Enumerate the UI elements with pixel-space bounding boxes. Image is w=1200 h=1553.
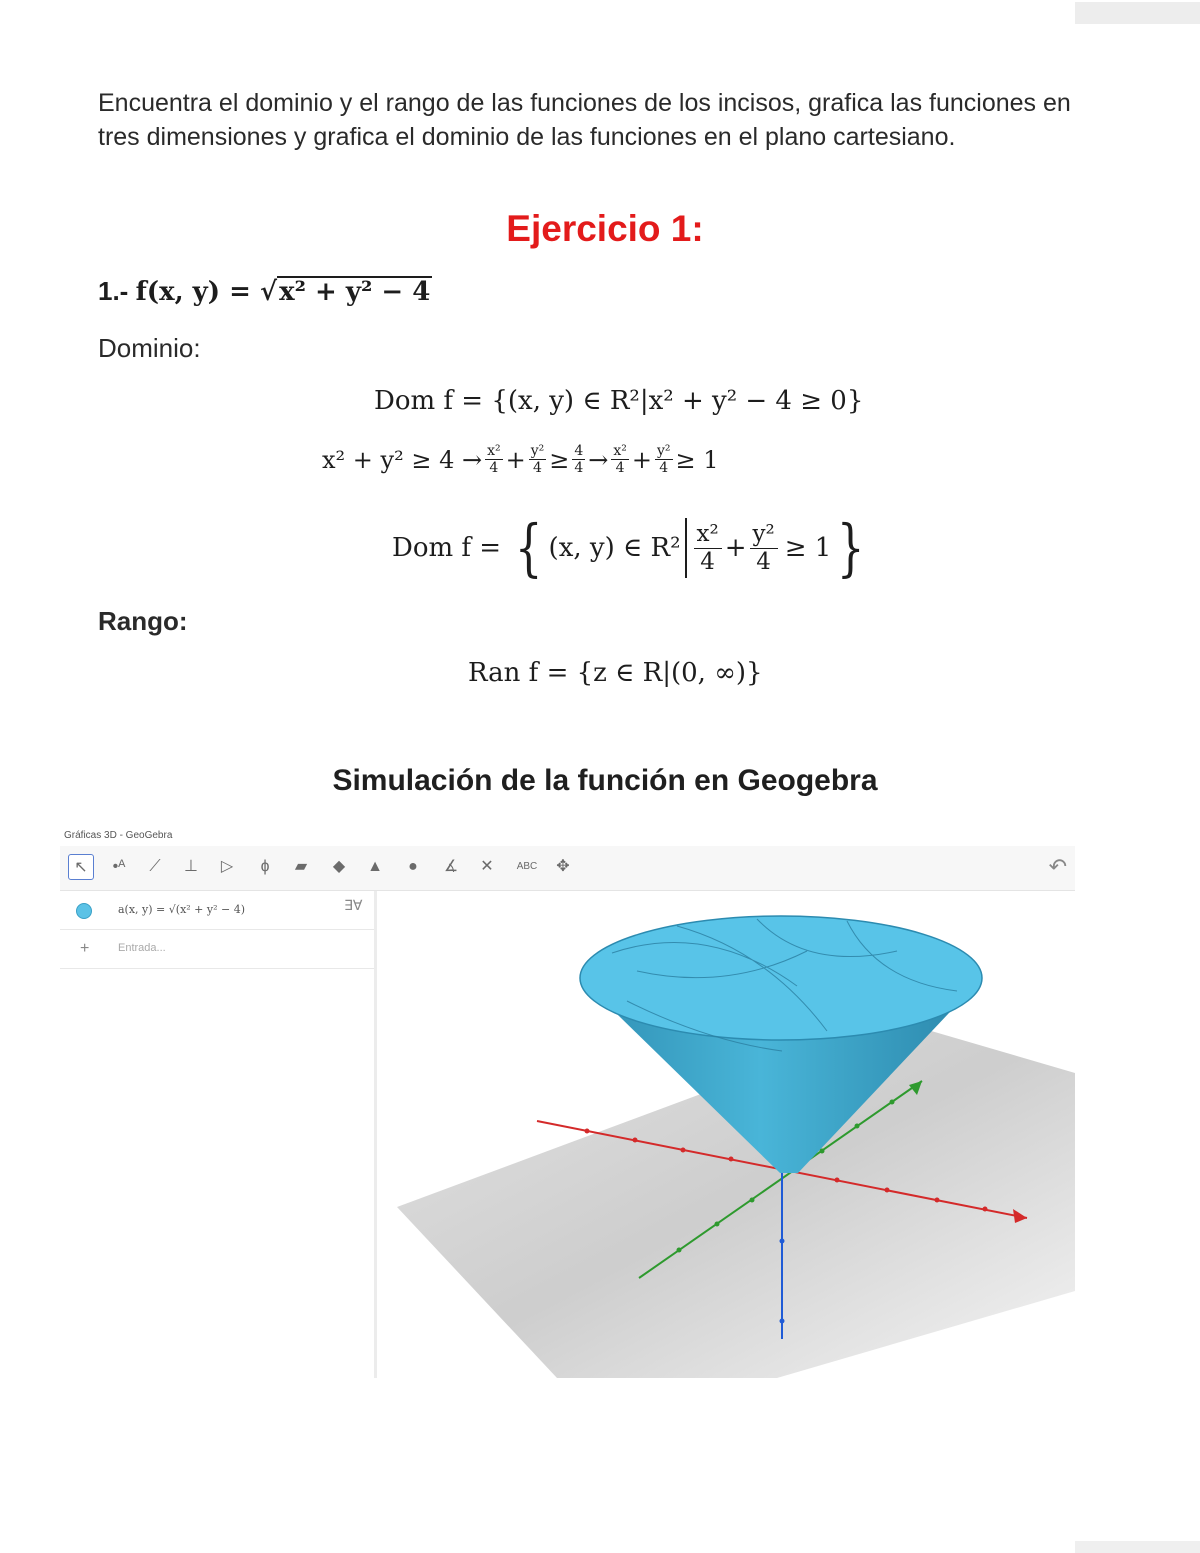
function-definition — [98, 276, 432, 307]
domain-final-formula — [392, 512, 871, 584]
point-tool-icon[interactable]: •ᴬ — [112, 858, 126, 875]
reflect-tool-icon[interactable]: ✕ — [480, 858, 494, 875]
algebra-row[interactable] — [60, 891, 374, 930]
scan-edge-bottom — [1075, 1541, 1200, 1553]
line-tool-icon[interactable]: ⟋ — [149, 858, 161, 875]
fraction: $\frac{4}{4}$ — [574, 443, 584, 476]
graphics-3d-view[interactable] — [377, 891, 1075, 1378]
rango-label: Rango: — [98, 606, 188, 636]
exercise-heading: Ejercicio 1: — [506, 208, 704, 249]
plane-tool-icon[interactable]: ▰ — [294, 858, 308, 875]
geogebra-toolbar — [60, 846, 1075, 891]
fraction: $\frac{\text{y²}}{4}$ — [657, 443, 671, 476]
open-brace: { — [515, 511, 543, 584]
function-lhs: f(x, y) = √ — [135, 277, 278, 307]
fraction: $\frac{\text{x²}}{4}$ — [694, 521, 722, 576]
function-radicand: x² + y² − 4 — [279, 277, 431, 307]
fraction: $\frac{\text{y²}}{4}$ — [750, 521, 778, 576]
text-tool-icon[interactable]: ABC — [516, 861, 538, 872]
range-formula: Ran f = {z ∈ R|(0, ∞)} — [468, 658, 763, 688]
cone-surface-plot — [377, 891, 1075, 1378]
scan-edge-top — [1075, 2, 1200, 24]
step-start: x² + y² ≥ 4 → — [322, 445, 483, 474]
domain-derivation — [322, 443, 719, 476]
intro-paragraph: Encuentra el dominio y el rango de las funciones de los incisos, grafica las funciones en tres dimensiones y grafica el dominio de las funciones en el plano cartesiano. — [98, 89, 1071, 151]
fraction: $\frac{\text{x²}}{4}$ — [487, 443, 501, 476]
algebra-input-row[interactable] — [60, 930, 374, 969]
plus-sign: + — [724, 533, 747, 563]
plus-icon[interactable]: + — [80, 940, 90, 957]
close-brace: } — [837, 511, 865, 584]
move-view-tool-icon[interactable]: ✥ — [556, 858, 570, 875]
ge-sign: ≥ — [549, 445, 570, 474]
step-end: ≥ 1 — [675, 445, 719, 474]
domain-pair: (x, y) ∈ R² — [548, 533, 681, 563]
domain-set-formula: Dom f = {(x, y) ∈ R²|x² + y² − 4 ≥ 0} — [374, 386, 864, 416]
move-tool-icon[interactable]: ↖ — [68, 854, 94, 880]
cone-opening — [580, 916, 982, 1040]
arrow: → — [588, 445, 609, 474]
set-bar — [685, 518, 687, 578]
algebra-view — [60, 891, 377, 1378]
circle-tool-icon[interactable]: ɸ — [260, 858, 270, 875]
polygon-tool-icon[interactable]: ▷ — [220, 858, 234, 875]
fraction: $\frac{\text{x²}}{4}$ — [613, 443, 627, 476]
input-field[interactable]: Entrada... — [118, 942, 166, 954]
angle-tool-icon[interactable]: ∡ — [443, 858, 459, 875]
dominio-label: Dominio: — [98, 333, 201, 363]
plus-sign: + — [631, 445, 652, 474]
plus-sign: + — [505, 445, 526, 474]
intersect-tool-icon[interactable]: ◆ — [332, 858, 346, 875]
item-number: 1.- — [98, 276, 136, 306]
visibility-toggle-icon[interactable] — [76, 903, 92, 919]
algebra-menu-icon[interactable]: ∃∀ — [344, 897, 363, 913]
pyramid-tool-icon[interactable]: ▲ — [367, 858, 383, 875]
geogebra-window-title: Gráficas 3D - GeoGebra — [64, 830, 173, 841]
undo-icon[interactable]: ↶ — [1048, 854, 1067, 879]
sphere-tool-icon[interactable]: ● — [408, 858, 418, 875]
geogebra-screenshot — [60, 828, 1075, 1378]
fraction: $\frac{\text{y²}}{4}$ — [530, 443, 545, 476]
simulation-title: Simulación de la función en Geogebra — [332, 764, 878, 797]
algebra-expression[interactable]: a(x, y) = √(x² + y² − 4) — [118, 903, 246, 916]
perpendicular-tool-icon[interactable]: ⊥ — [184, 858, 198, 875]
domain-relation: ≥ 1 — [784, 533, 832, 563]
domain-lhs: Dom f = — [392, 533, 502, 563]
